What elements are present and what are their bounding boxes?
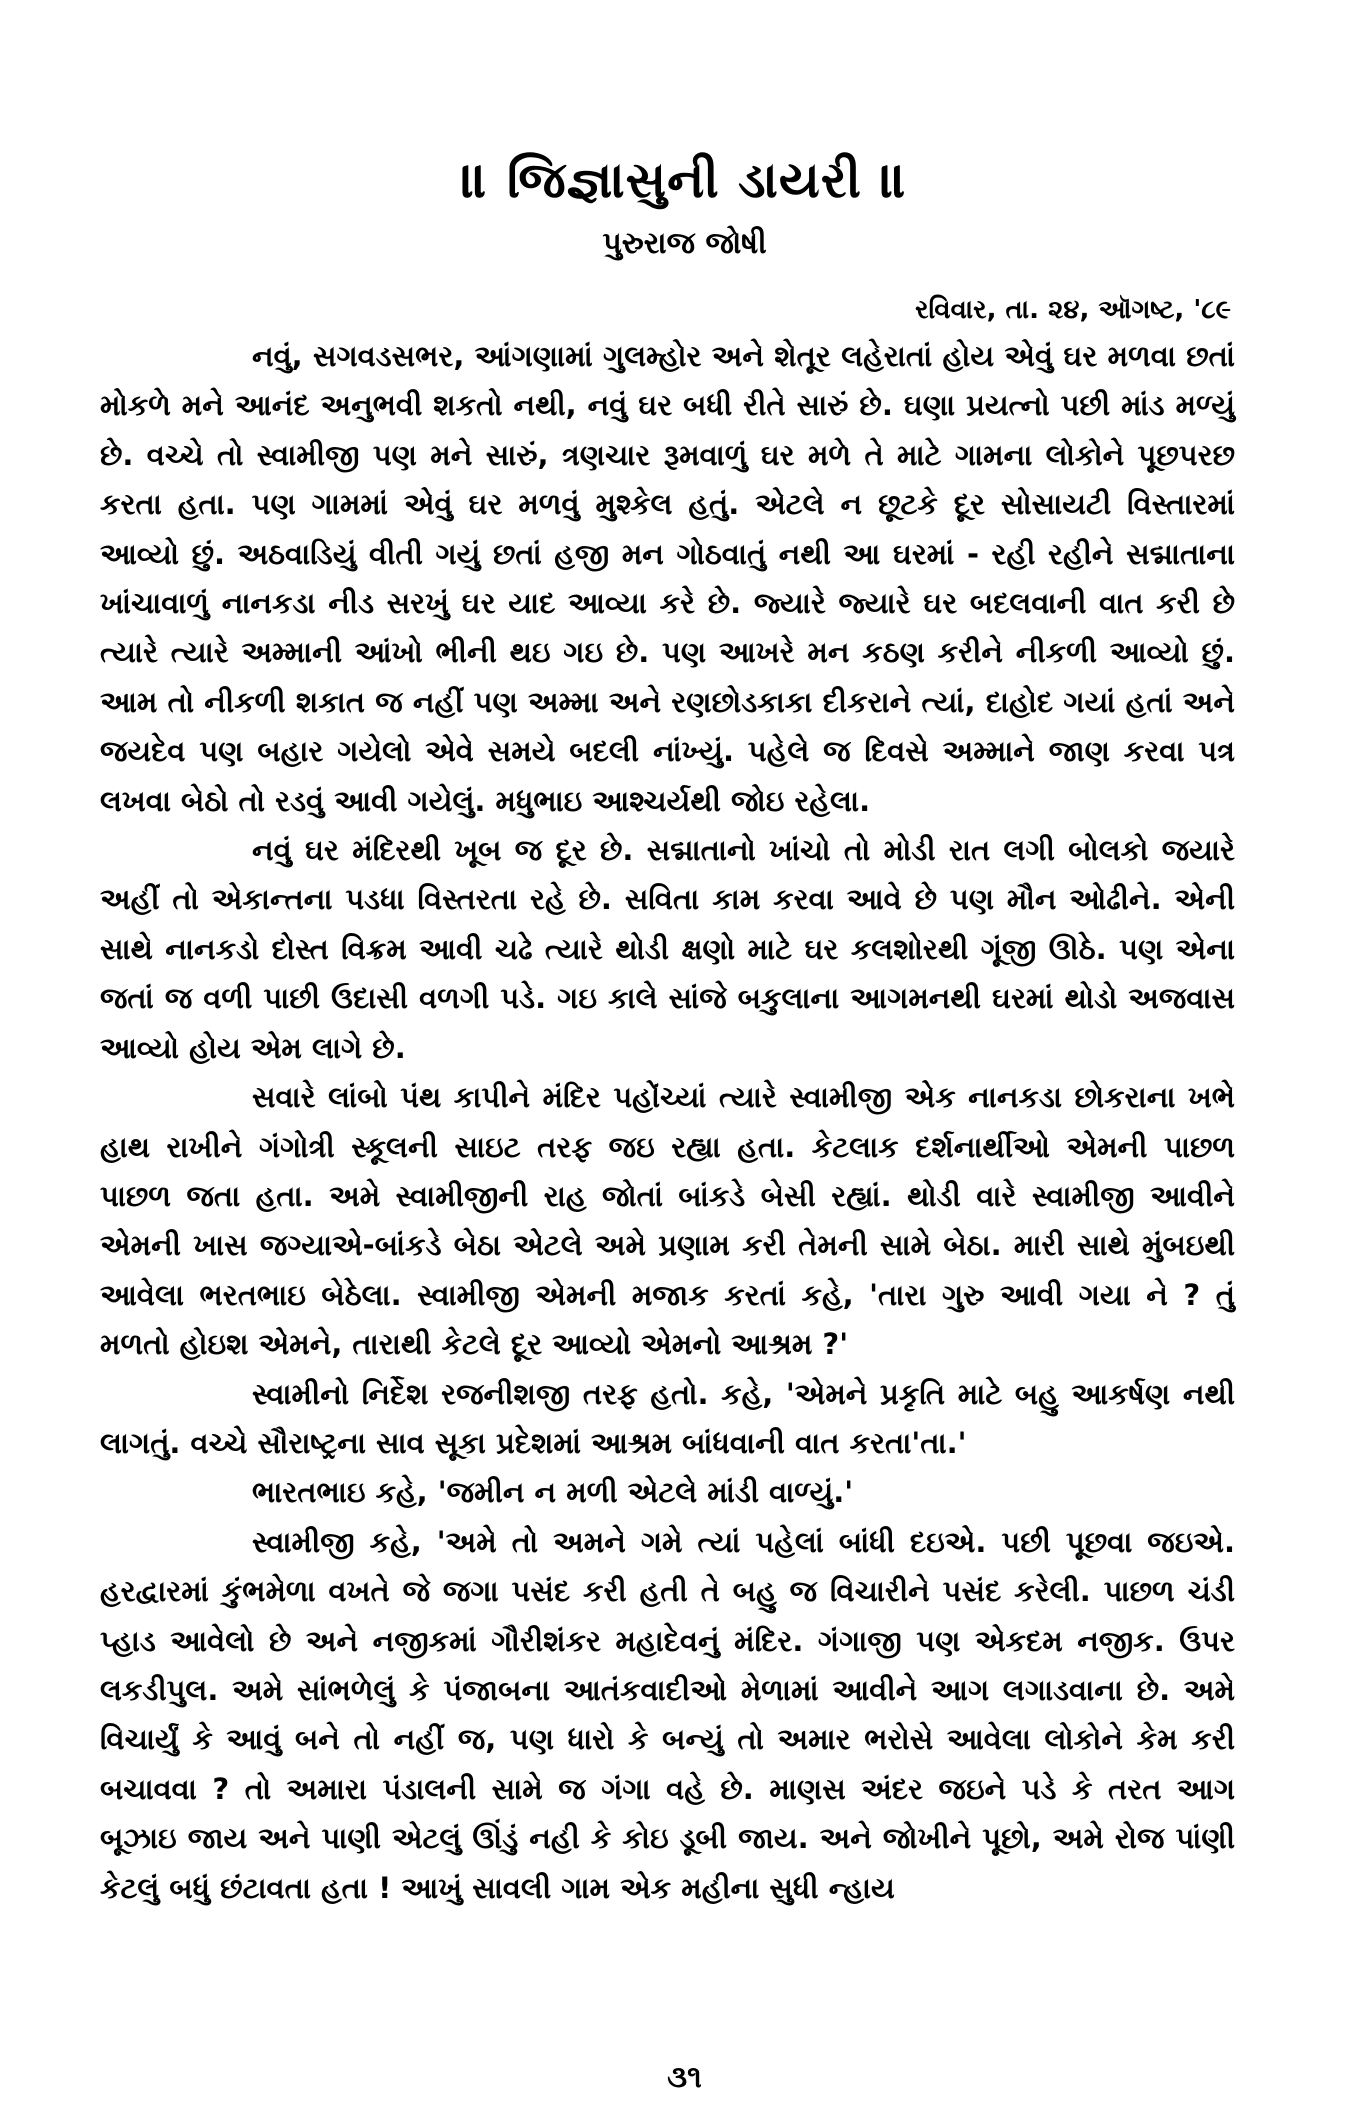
paragraph: નવું ઘર મંદિરથી ખૂબ જ દૂર છે. સદ્માતાનો ખાંચો તો મોડી રાત લગી બોલકો જયારે અહીં તો એકાન્તના પડધા વિસ્તરતા રહે છે. સવિતા કામ કરવા આવે છે પણ મૌન ઓઢીને. એની સાથે નાનકડો દોસ્ત વિક્રમ આવી ચઢે ત્યારે થોડી ક્ષણો માટે ઘર કલશોરથી ગૂંજી ઊઠે. પણ એના જતાં જ વળી પાછી ઉદાસી વળગી પડે. ગઇ કાલે સાંજે બકુલાના આગમનથી ઘરમાં થોડો અજવાસ આવ્યો હોય એમ લાગે છે. — [100, 833, 1235, 1065]
diary-dateline: રવિવાર, તા. ૨૪, ઑગષ્ટ, '૮૯ — [915, 295, 1231, 325]
paragraph: સવારે લાંબો પંથ કાપીને મંદિર પહોંચ્યાં ત્યારે સ્વામીજી એક નાનકડા છોકરાના ખભે હાથ રાખીને ગંગોત્રી સ્કૂલની સાઇટ તરફ જઇ રહ્યા હતા. કેટલાક દર્શનાર્થીઓ એમની પાછળ પાછળ જતા હતા. અમે સ્વામીજીની રાહ જોતાં બાંકડે બેસી રહ્યાં. થોડી વારે સ્વામીજી આવીને એમની ખાસ જગ્યાએ-બાંકડે બેઠા એટલે અમે પ્રણામ કરી તેમની સામે બેઠા. મારી સાથે મુંબઇથી આવેલા ભરતભાઇ બેઠેલા. સ્વામીજી એમની મજાક કરતાં કહે, 'તારા ગુરુ આવી ગયા ને ? તું મળતો હોઇશ એમને, તારાથી કેટલે દૂર આવ્યો એમનો આશ્રમ ?' — [100, 1080, 1235, 1362]
page-title: ॥ જિજ્ઞાસુની ડાયરી ॥ — [461, 151, 908, 209]
paragraph: ભારતભાઇ કહે, 'જમીન ન મળી એટલે માંડી વાળ્યું.' — [252, 1475, 854, 1510]
paragraph: સ્વામીનો નિર્દેશ રજનીશજી તરફ હતો. કહે, 'એમને પ્રકૃતિ માટે બહુ આકર્ષણ નથી લાગતું. વચ્ચે સૌરાષ્ટ્રના સાવ સૂકા પ્રદેશમાં આશ્રમ બાંધવાની વાત કરતા'તા.' — [100, 1376, 1235, 1460]
paragraph: સ્વામીજી કહે, 'અમે તો અમને ગમે ત્યાં પહેલાં બાંધી દઇએ. પછી પૂછવા જઇએ. હરદ્વારમાં કુંભમેળા વખતે જે જગા પસંદ કરી હતી તે બહુ જ વિચારીને પસંદ કરેલી. પાછળ ચંડી પ્હાડ આવેલો છે અને નજીકમાં ગૌરીશંકર મહાદેવનું મંદિર. ગંગાજી પણ એકદમ નજીક. ઉપર લકડીપુલ. અમે સાંભળેલું કે પંજાબના આતંકવાદીઓ મેળામાં આવીને આગ લગાડવાના છે. અમે વિચાર્યું કે આવું બને તો નહીં જ, પણ ધારો કે બન્યું તો અમાર ભરોસે આવેલા લોકોને કેમ કરી બચાવવા ? તો અમારા પંડાલની સામે જ ગંગા વહે છે. માણસ અંદર જઇને પડે કે તરત આગ બૂઝાઇ જાય અને પાણી એટલું ઊંડું નહી કે કોઇ ડૂબી જાય. અને જોખીને પૂછો, અમે રોજ પાંણી કેટલું બધું છંટાવતા હતા ! આખું સાવલી ગામ એક મહીના સુધી ન્હાય — [100, 1524, 1235, 1905]
page-number: ૩૧ — [667, 2060, 702, 2095]
paragraph: નવું, સગવડસભર, આંગણામાં ગુલમ્હોર અને શેતૂર લહેરાતાં હોય એવું ઘર મળવા છતાં મોકળે મને આનંદ અનુભવી શકતો નથી, નવું ઘર બધી રીતે સારું છે. ઘણા પ્રયત્નો પછી માંડ મળ્યું છે. વચ્ચે તો સ્વામીજી પણ મને સારું, ત્રણચાર રૂમવાળું ઘર મળે તે માટે ગામના લોકોને પૂછપરછ કરતા હતા. પણ ગામમાં એવું ઘર મળવું મુશ્કેલ હતું. એટલે ન છૂટકે દૂર સોસાયટી વિસ્તારમાં આવ્યો છું. અઠવાડિયું વીતી ગયું છતાં હજી મન ગોઠવાતું નથી આ ઘરમાં - રહી રહીને સદ્માતાના ખાંચાવાળું નાનકડા નીડ સરખું ઘર યાદ આવ્યા કરે છે. જ્યારે જ્યારે ઘર બદલવાની વાત કરી છે ત્યારે ત્યારે અમ્માની આંખો ભીની થઇ ગઇ છે. પણ આખરે મન કઠણ કરીને નીકળી આવ્યો છું. આમ તો નીકળી શકાત જ નહીં પણ અમ્મા અને રણછોડકાકા દીકરાને ત્યાં, દાહોદ ગયાં હતાં અને જયદેવ પણ બહાર ગયેલો એવે સમયે બદલી નાંખ્યું. પહેલે જ દિવસે અમ્માને જાણ કરવા પત્ર લખવા બેઠો તો રડવું આવી ગયેલું. મધુભાઇ આશ્ચર્યથી જોઇ રહેલા. — [100, 339, 1235, 818]
author-name: પુરુરાજ જોષી — [602, 226, 767, 261]
diary-body — [100, 332, 1235, 1913]
